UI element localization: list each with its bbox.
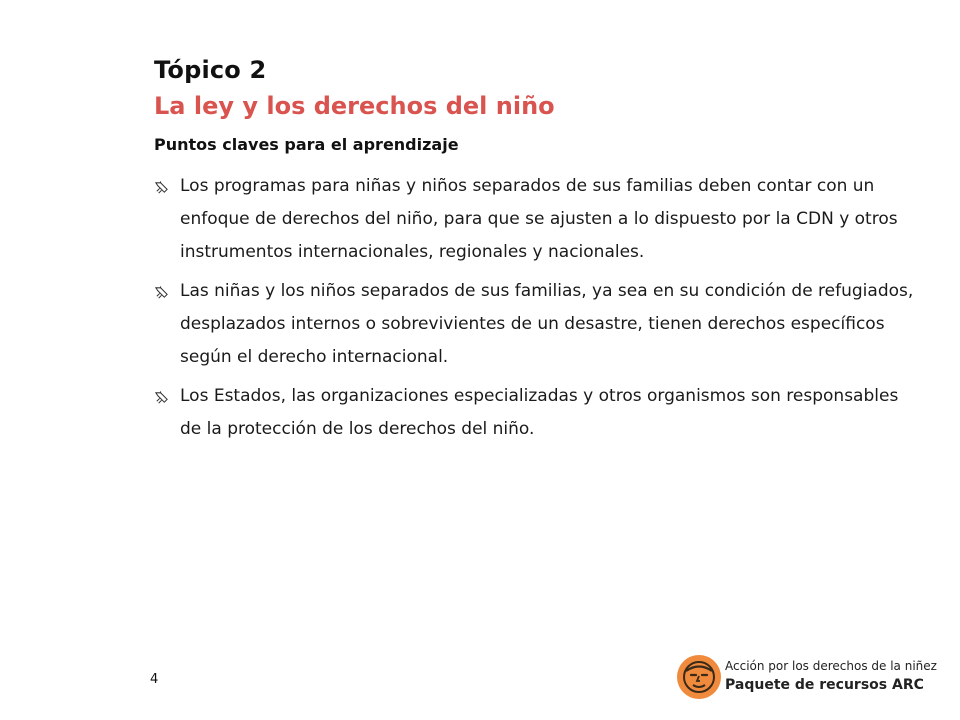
list-item [154,275,914,374]
arc-logo [676,654,946,704]
topic-label: Tópico 2 [154,56,267,84]
hand-pointer-icon [154,285,169,300]
bullet-text: Las niñas y los niños separados de sus familias, ya sea en su condición de refugiados, desplazados internos o sobrevivientes de un desastre, tienen derechos específicos según el derecho internacional. [180,281,914,367]
subheading: Puntos claves para el aprendizaje [154,135,459,154]
list-item [154,170,914,269]
page-number: 4 [150,672,159,687]
key-points-list [154,170,914,452]
topic-title: La ley y los derechos del niño [154,92,555,120]
logo-line-1: Acción por los derechos de la niñez [725,659,937,673]
list-item [154,380,914,446]
logo-line-2: Paquete de recursos ARC [725,677,924,693]
bullet-text: Los Estados, las organizaciones especializadas y otros organismos son responsables de la protección de los derechos del niño. [180,386,899,439]
child-face-logo-icon [676,654,722,700]
bullet-text: Los programas para niñas y niños separados de sus familias deben contar con un enfoque de derechos del niño, para que se ajusten a lo dispuesto por la CDN y otros instrumentos internacionales, regionales y nacionales. [180,176,898,262]
hand-pointer-icon [154,180,169,195]
hand-pointer-icon [154,390,169,405]
